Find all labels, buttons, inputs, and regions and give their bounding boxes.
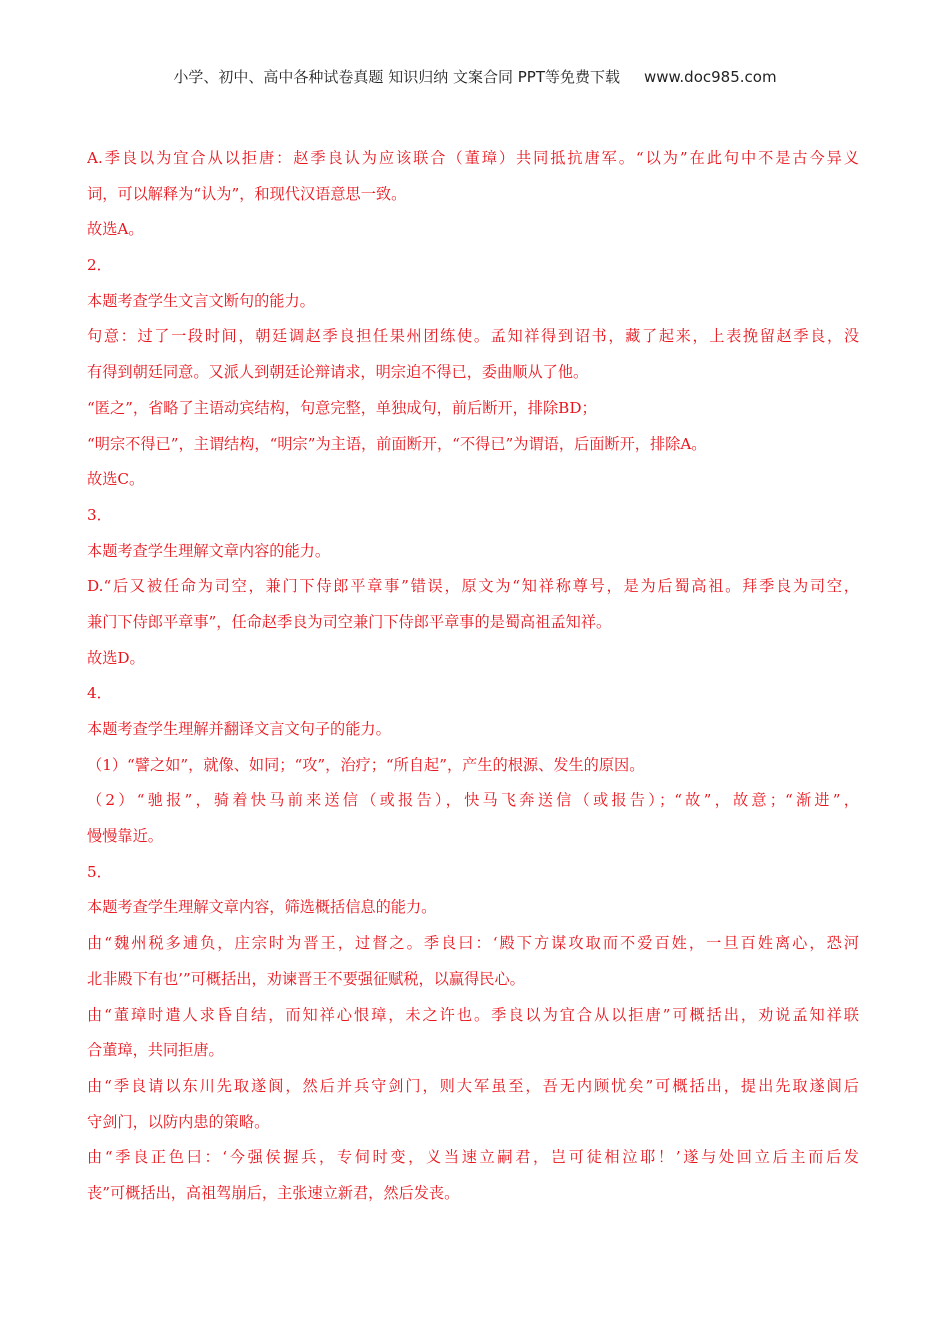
text-line: 兼门下侍郎平章事”，任命赵季良为司空兼门下侍郎平章事的是蜀高祖孟知祥。 xyxy=(87,612,612,631)
text-line: 本题考查学生理解并翻译文言文句子的能力。 xyxy=(87,720,391,738)
question-number: 4． xyxy=(87,684,112,703)
text-line: 合董璋，共同拒唐。 xyxy=(87,1041,224,1060)
text-line: “匿之”，省略了主语动宾结构，句意完整，单独成句，前后断开，排除BD； xyxy=(87,398,597,417)
text-line: D.“后又被任命为司空，兼门下侍郎平章事”错误，原文为“知祥称尊号，是为后蜀高祖。拜季良为司空， xyxy=(87,577,859,596)
text-line: 故选C。 xyxy=(87,470,145,489)
text-line: 本题考查学生文言文断句的能力。 xyxy=(87,291,315,310)
question-number: 2． xyxy=(87,256,112,275)
text-line: 有得到朝廷同意。又派人到朝廷论辩请求，明宗迫不得已，委曲顺从了他。 xyxy=(87,363,589,382)
text-line: A.季良以为宜合从以拒唐：赵季良认为应该联合（董璋）共同抵抗唐军。“以为”在此句中不是古今异义 xyxy=(87,149,859,167)
answer-content xyxy=(87,141,859,1212)
question-number: 3． xyxy=(87,505,112,524)
text-line: 由“魏州税多逋负，庄宗时为晋王，过督之。季良曰：‘殿下方谋攻取而不爱百姓，一旦百姓离心，恐河 xyxy=(87,934,859,953)
text-line: 故选A。 xyxy=(87,220,144,239)
text-line: 本题考查学生理解文章内容的能力。 xyxy=(87,541,330,560)
text-line: 丧”可概括出，高祖驾崩后，主张速立新君，然后发丧。 xyxy=(87,1183,460,1202)
text-line: 由“董璋时遣人求昏自结，而知祥心恨璋，未之许也。季良以为宜合从以拒唐”可概括出，劝说孟知祥联 xyxy=(87,1005,859,1024)
text-line: 由“季良正色曰：‘今强侯握兵，专伺时变，义当速立嗣君，岂可徒相泣耶！’遂与处回立后主而后发 xyxy=(87,1148,859,1167)
text-line: 北非殿下有也’”可概括出，劝谏晋王不要强征赋税，以赢得民心。 xyxy=(87,969,525,988)
header-text: 小学、初中、高中各种试卷真题 知识归纳 文案合同 PPT等免费下载 xyxy=(173,68,620,86)
text-line: 词，可以解释为“认为”，和现代汉语意思一致。 xyxy=(87,184,407,203)
text-line: （2）“驰报”，骑着快马前来送信（或报告），快马飞奔送信（或报告）；“故”，故意；“渐进”， xyxy=(87,791,859,810)
text-line: （1）“譬之如”，就像、如同；“攻”，治疗；“所自起”，产生的根源、发生的原因。 xyxy=(87,755,645,774)
text-line: 故选D。 xyxy=(87,648,145,667)
text-line: 由“季良请以东川先取遂阆，然后并兵守剑门，则大军虽至，吾无内顾忧矣”可概括出，提出先取遂阆后 xyxy=(87,1076,859,1095)
header-site-url: www.doc985.com xyxy=(643,68,777,86)
text-line: 句意：过了一段时间，朝廷调赵季良担任果州团练使。孟知祥得到诏书，藏了起来，上表挽留赵季良，没 xyxy=(87,327,859,346)
text-line: 守剑门，以防内患的策略。 xyxy=(87,1112,270,1131)
text-line: 慢慢靠近。 xyxy=(87,827,163,846)
text-line: “明宗不得已”，主谓结构，“明宗”为主语，前面断开，“不得已”为谓语，后面断开，排除A。 xyxy=(87,434,707,453)
text-line: 本题考查学生理解文章内容，筛选概括信息的能力。 xyxy=(87,898,437,917)
question-number: 5． xyxy=(87,862,112,881)
page-header xyxy=(0,66,950,87)
